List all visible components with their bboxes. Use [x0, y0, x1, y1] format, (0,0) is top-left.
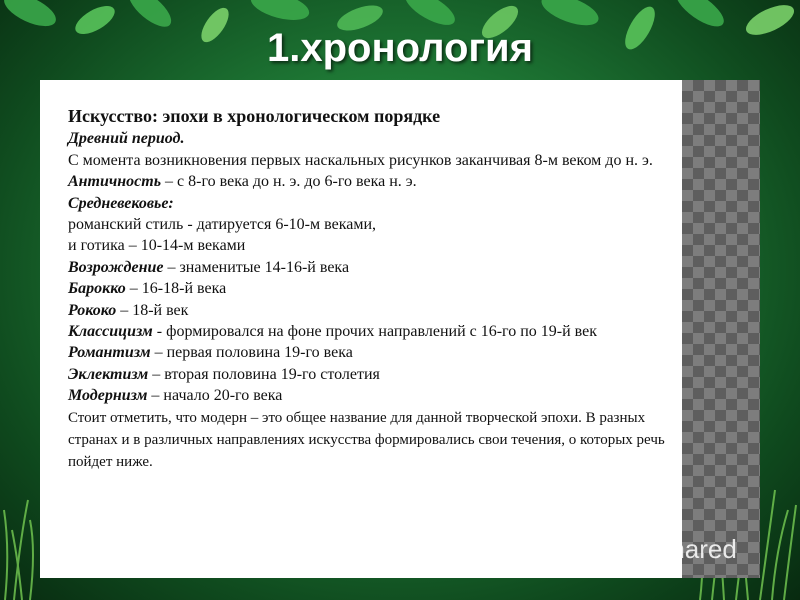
checker-pattern-strip — [682, 80, 760, 578]
list-item: С момента возникновения первых наскальных рисунков заканчивая 8-м веком до н. э. — [68, 151, 653, 169]
list-item: Эклектизм – вторая половина 19-го столетия — [68, 365, 380, 383]
list-item: Рококо – 18-й век — [68, 301, 189, 319]
watermark-text: yShared — [640, 534, 737, 564]
document-heading: Искусство: эпохи в хронологическом порядке — [68, 106, 441, 126]
document-note: Стоит отметить, что модерн – это общее название для данной творческой эпохи. В разных странах и в различных направлениях искусства формировались свои течения, о которых речь пойдет ниже. — [68, 409, 665, 470]
list-item: Возрождение – знаменитые 14-16-й века — [68, 258, 350, 276]
list-item: Романтизм – первая половина 19-го века — [68, 344, 353, 362]
document-content — [68, 106, 668, 473]
list-item: Модернизм – начало 20-го века — [68, 387, 283, 405]
list-item: Средневековье: — [68, 194, 174, 212]
slide-title: 1.хронология — [267, 26, 533, 70]
list-item: Барокко – 16-18-й века — [68, 280, 227, 298]
presentation-board-icon — [609, 536, 639, 564]
list-item: Классицизм - формировался на фоне прочих направлений с 16-го по 19-й век — [68, 323, 598, 341]
list-item: Древний период. — [68, 130, 185, 148]
list-item: и готика – 10-14-м веками — [68, 237, 246, 255]
list-item: романский стиль - датируется 6-10-м веками, — [68, 216, 377, 234]
list-item: Античность – с 8-го века до н. э. до 6-го века н. э. — [68, 173, 417, 191]
